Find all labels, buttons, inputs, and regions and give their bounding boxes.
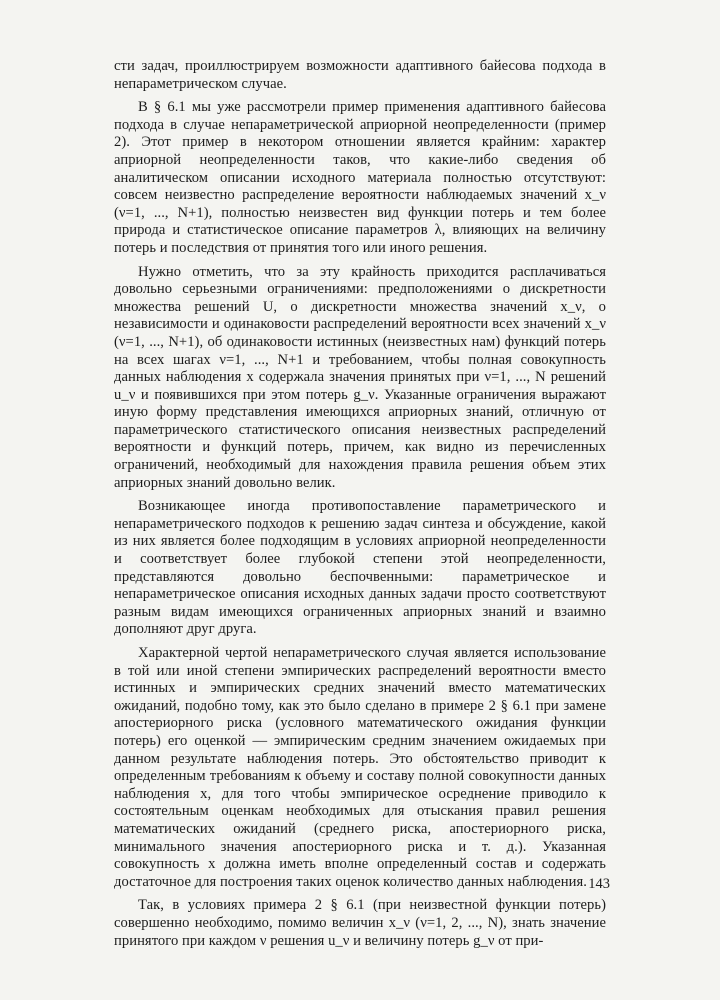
paragraph-4: Возникающее иногда противопоставление параметрического и непараметрического подходов к решению задач синтеза и обсуждение, какой из них является более подходящим в условиях априорной неопределенности и соответствует более глубокой степени этой неопределенности, представляются довольно беспочвенными: параметрическое и непараметрическое описания исходных данных задачи просто соответствуют разным видам имеющихся ограниченных априорных знаний и взаимно дополняют друг друга. bbox=[114, 498, 606, 638]
paragraph-3: Нужно отметить, что за эту крайность приходится расплачиваться довольно серьезными ограничениями: предположениями о дискретности множества решений U, о дискретности множества значений x_ν, о независимости и одинаковости распределений вероятности всех значений x_ν (ν=1, ..., N+1), об одинаковости истинных (неизвестных нам) функций потерь на всех шагах ν=1, ..., N+1 и требованием, чтобы полная совокупность данных наблюдения x содержала значения принятых при ν=1, ..., N решений u_ν и появившихся при этом потерь g_ν. Указанные ограничения выражают иную форму представления имеющихся априорных знаний, отличную от параметрического статистического описания неизвестных распределений вероятности и функций потерь, причем, как видно из перечисленных ограничений, необходимый для нахождения правила решения объем этих априорных знаний довольно велик. bbox=[114, 263, 606, 491]
paragraph-5: Характерной чертой непараметрического случая является использование в той или иной степени эмпирических распределений вероятности вместо истинных и эмпирических средних значений вместо математических ожиданий, подобно тому, как это было сделано в примере 2 § 6.1 при замене апостериорного риска (условного математического ожидания функции потерь) его оценкой — эмпирическим средним значением ожидаемых при данном результате наблюдения потерь. Это обстоятельство приводит к определенным требованиям к объему и составу полной совокупности данных наблюдения x, для того чтобы эмпирическое осреднение приводило к состоятельным оценкам необходимых для отыскания правил решения математических ожиданий (среднего риска, апостериорного риска, минимального значения апостериорного риска и т. д.). Указанная совокупность x должна иметь вполне определенный состав и содержать достаточное для построения таких оценок количество данных наблюдения. bbox=[114, 645, 606, 890]
page-number: 143 bbox=[588, 876, 610, 892]
paragraph-2: В § 6.1 мы уже рассмотрели пример применения адаптивного байесова подхода в случае непараметрической априорной неопределенности (пример 2). Этот пример в некотором отношении является крайним: характер априорной неопределенности таков, что какие-либо сведения об аналитическом описании исходного материала полностью отсутствуют: совсем неизвестно распределение вероятности наблюдаемых значений x_ν (ν=1, ..., N+1), полностью неизвестен вид функции потерь и тем более природа и статистическое описание параметров λ, влияющих на величину потерь и последствия от принятия того или иного решения. bbox=[114, 99, 606, 256]
paragraph-1: сти задач, проиллюстрируем возможности адаптивного байесова подхода в непараметрическом случае. bbox=[114, 58, 606, 92]
paragraph-6: Так, в условиях примера 2 § 6.1 (при неизвестной функции потерь) совершенно необходимо, помимо величин x_ν (ν=1, 2, ..., N), знать значение принятого при каждом ν решения u_ν и величину потерь g_ν от при- bbox=[114, 897, 606, 949]
page-text bbox=[114, 58, 606, 956]
